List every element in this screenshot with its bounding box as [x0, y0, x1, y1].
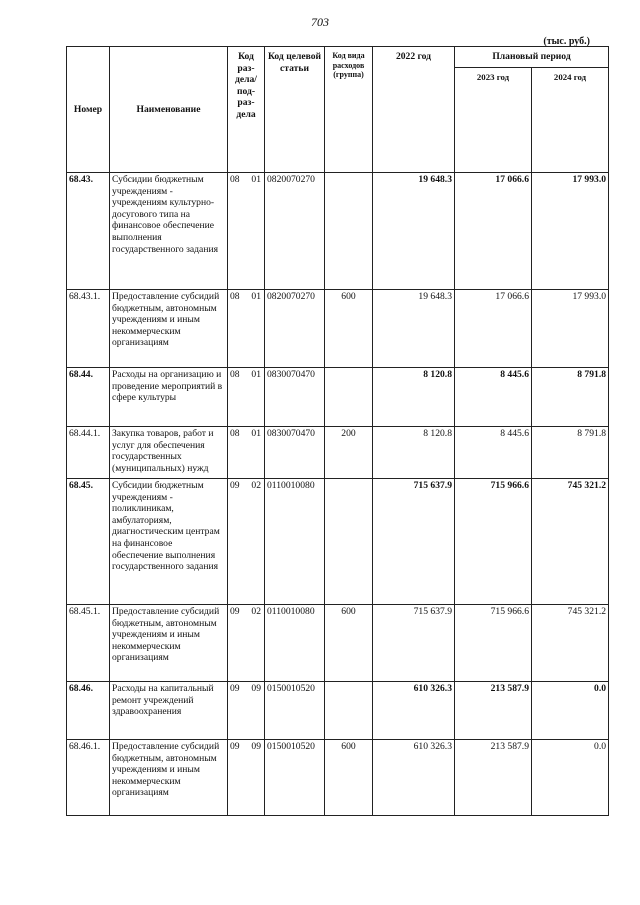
row-target-code: 0820070270: [265, 290, 325, 368]
row-target-code: 0830070470: [265, 368, 325, 427]
row-value-2024: 8 791.8: [532, 368, 609, 427]
row-number: 68.45.: [67, 479, 110, 605]
row-value-2023: 213 587.9: [455, 740, 532, 816]
row-target-code: 0110010080: [265, 605, 325, 682]
row-section: 08: [230, 369, 240, 380]
table-body: [67, 173, 609, 816]
row-name: Расходы на капитальный ремонт учреждений здравоохранения: [110, 682, 228, 740]
header-year-2022: 2022 год: [373, 47, 455, 173]
row-section-code: [228, 173, 265, 290]
row-number: 68.44.: [67, 368, 110, 427]
row-value-2022: 610 326.3: [373, 740, 455, 816]
row-number: 68.43.: [67, 173, 110, 290]
row-value-2023: 715 966.6: [455, 479, 532, 605]
header-name: Наименование: [110, 47, 228, 173]
row-value-2022: 715 637.9: [373, 479, 455, 605]
row-target-code: 0110010080: [265, 479, 325, 605]
row-expense-type: 600: [325, 605, 373, 682]
row-expense-type: [325, 368, 373, 427]
table-row: [67, 605, 609, 682]
row-name: Расходы на организацию и проведение мероприятий в сфере культуры: [110, 368, 228, 427]
page-number: 703: [311, 15, 329, 29]
row-subsection: 01: [251, 428, 261, 439]
row-value-2024: 745 321.2: [532, 605, 609, 682]
row-section: 09: [230, 741, 240, 752]
row-section-code: [228, 605, 265, 682]
row-name: Субсидии бюджетным учреждениям - учреждениям культурно-досугового типа на финансовое обеспечение выполнения государственного задания: [110, 173, 228, 290]
row-number: 68.46.1.: [67, 740, 110, 816]
row-expense-type: 600: [325, 290, 373, 368]
row-subsection: 01: [251, 369, 261, 380]
row-value-2023: 17 066.6: [455, 290, 532, 368]
row-section: 09: [230, 606, 240, 617]
row-expense-type: [325, 173, 373, 290]
row-target-code: 0150010520: [265, 740, 325, 816]
row-subsection: 09: [251, 741, 261, 752]
row-subsection: 09: [251, 683, 261, 694]
row-value-2024: 0.0: [532, 740, 609, 816]
row-name: Субсидии бюджетным учреждениям - поликлиникам, амбулаториям, диагностическим центрам на финансовое обеспечение выполнения государственного задания: [110, 479, 228, 605]
row-expense-type: [325, 479, 373, 605]
row-subsection: 01: [251, 174, 261, 185]
row-subsection: 02: [251, 606, 261, 617]
header-year-2023: 2023 год: [455, 67, 532, 172]
row-number: 68.43.1.: [67, 290, 110, 368]
table-row: [67, 682, 609, 740]
row-section-code: [228, 368, 265, 427]
row-target-code: 0830070470: [265, 427, 325, 479]
header-year-2024: 2024 год: [532, 67, 609, 172]
row-section: 08: [230, 291, 240, 302]
row-value-2022: 19 648.3: [373, 290, 455, 368]
header-target-code: Код целевой статьи: [265, 47, 325, 173]
row-target-code: 0150010520: [265, 682, 325, 740]
row-value-2022: 715 637.9: [373, 605, 455, 682]
row-subsection: 02: [251, 480, 261, 491]
row-name: Закупка товаров, работ и услуг для обеспечения государственных (муниципальных) нужд: [110, 427, 228, 479]
row-value-2024: 745 321.2: [532, 479, 609, 605]
row-value-2023: 8 445.6: [455, 427, 532, 479]
row-section-code: [228, 427, 265, 479]
row-subsection: 01: [251, 291, 261, 302]
row-section-code: [228, 682, 265, 740]
row-value-2022: 19 648.3: [373, 173, 455, 290]
row-section-code: [228, 290, 265, 368]
table-row: [67, 368, 609, 427]
table-row: [67, 427, 609, 479]
row-value-2022: 8 120.8: [373, 368, 455, 427]
row-section-code: [228, 479, 265, 605]
row-section: 09: [230, 683, 240, 694]
row-value-2022: 610 326.3: [373, 682, 455, 740]
row-expense-type: 600: [325, 740, 373, 816]
row-section: 08: [230, 428, 240, 439]
header-number: Номер: [67, 47, 110, 173]
table-row: [67, 290, 609, 368]
table-row: [67, 740, 609, 816]
row-number: 68.44.1.: [67, 427, 110, 479]
row-name: Предоставление субсидий бюджетным, автономным учреждениям и иным некоммерческим организациям: [110, 605, 228, 682]
row-value-2023: 17 066.6: [455, 173, 532, 290]
row-value-2024: 17 993.0: [532, 173, 609, 290]
header-row-top: [67, 47, 609, 68]
header-expense-type-code: Код вида расходов (группа): [325, 47, 373, 173]
table-row: [67, 173, 609, 290]
row-number: 68.46.: [67, 682, 110, 740]
row-value-2023: 715 966.6: [455, 605, 532, 682]
row-section: 09: [230, 480, 240, 491]
row-value-2022: 8 120.8: [373, 427, 455, 479]
row-expense-type: [325, 682, 373, 740]
row-value-2023: 8 445.6: [455, 368, 532, 427]
row-target-code: 0820070270: [265, 173, 325, 290]
table-row: [67, 479, 609, 605]
row-expense-type: 200: [325, 427, 373, 479]
row-value-2024: 17 993.0: [532, 290, 609, 368]
row-section-code: [228, 740, 265, 816]
row-value-2023: 213 587.9: [455, 682, 532, 740]
row-section: 08: [230, 174, 240, 185]
header-planning-period: Плановый период: [455, 47, 609, 68]
units-label: (тыс. руб.): [543, 36, 590, 47]
header-section-code: Код раз- дела/ под- раз- дела: [228, 47, 265, 173]
row-name: Предоставление субсидий бюджетным, автономным учреждениям и иным некоммерческим организациям: [110, 290, 228, 368]
row-name: Предоставление субсидий бюджетным, автономным учреждениям и иным некоммерческим организациям: [110, 740, 228, 816]
row-number: 68.45.1.: [67, 605, 110, 682]
row-value-2024: 0.0: [532, 682, 609, 740]
budget-table: [66, 46, 609, 816]
row-value-2024: 8 791.8: [532, 427, 609, 479]
